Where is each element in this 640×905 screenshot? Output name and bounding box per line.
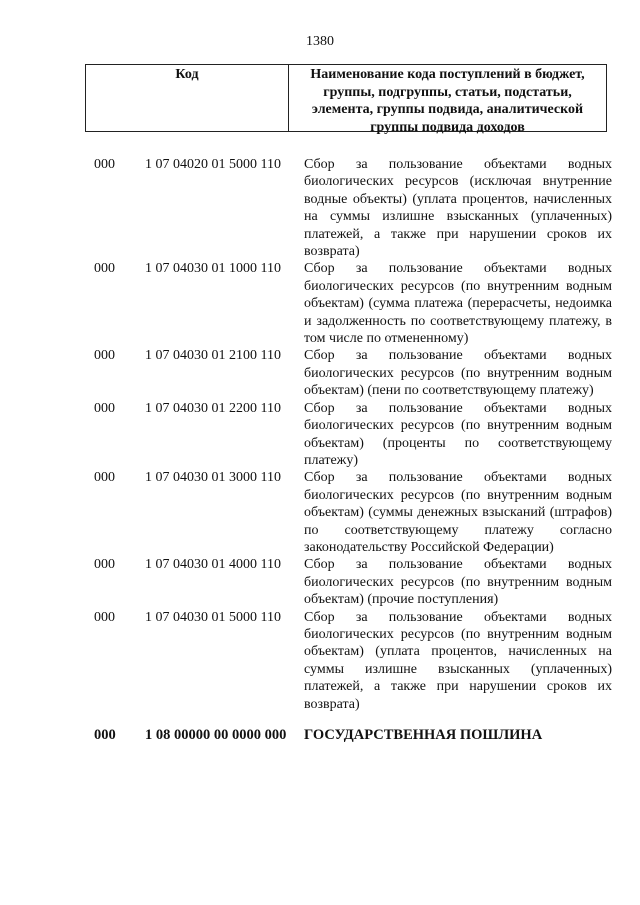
row-name: Сбор за пользование объектами водных биологических ресурсов (по внутренним водным объектам) (сумма платежа (перерасчеты, недоимка и задолженность по соответствующему платежу, в том числе по отмененному) (304, 261, 612, 347)
row-name: Сбор за пользование объектами водных биологических ресурсов (по внутренним водным объектам) (прочие поступления) (304, 557, 612, 608)
row-budget-code: 1 07 04030 01 5000 110 (145, 609, 281, 625)
table-row (0, 609, 640, 713)
table-row (0, 469, 640, 556)
row-budget-code: 1 07 04030 01 2200 110 (145, 400, 281, 416)
row-name: Сбор за пользование объектами водных биологических ресурсов (исключая внутренние водные объекты) (уплата процентов, начисленных на суммы излишне взысканных (уплаченных) платежей, а также при нарушении сроков их возврата) (304, 157, 612, 260)
row-admin-code: 000 (94, 609, 115, 625)
table-row (0, 400, 640, 470)
header-name-column: Наименование кода поступлений в бюджет, группы, подгруппы, статьи, подстатьи, элемента, группы подвида, аналитической группы подвида доходов (310, 67, 585, 135)
table-row (0, 556, 640, 608)
row-admin-code: 000 (94, 470, 115, 486)
row-budget-code: 1 07 04020 01 5000 110 (145, 157, 281, 172)
page-number: 1380 (306, 34, 334, 49)
row-admin-code: 000 (94, 557, 115, 573)
row-name: Сбор за пользование объектами водных биологических ресурсов (по внутренним водным объектам) (пени по соответствующему платежу) (304, 348, 612, 399)
row-name: ГОСУДАРСТВЕННАЯ ПОШЛИНА (304, 727, 543, 743)
row-budget-code: 1 07 04030 01 3000 110 (145, 470, 281, 486)
row-admin-code: 000 (94, 157, 115, 172)
row-name: Сбор за пользование объектами водных биологических ресурсов (по внутренним водным объектам) (уплата процентов, начисленных на суммы излишне взысканных (уплаченных) платежей, а также при нарушении сроков их возврата) (304, 609, 612, 712)
header-code-column: Код (86, 65, 289, 131)
table-body (0, 156, 640, 744)
table-row-section-heading (0, 727, 640, 744)
row-budget-code: 1 08 00000 00 0000 000 (145, 727, 287, 743)
table-row (0, 347, 640, 399)
row-budget-code: 1 07 04030 01 2100 110 (145, 348, 281, 364)
table-row (0, 156, 640, 260)
row-admin-code: 000 (94, 261, 115, 277)
table-header (85, 64, 607, 135)
table-row (0, 260, 640, 347)
row-name: Сбор за пользование объектами водных биологических ресурсов (по внутренним водным объектам) (суммы денежных взысканий (штрафов) по соответствующему платежу согласно законодательству Российской Федерации) (304, 470, 612, 555)
row-budget-code: 1 07 04030 01 1000 110 (145, 261, 281, 277)
row-admin-code: 000 (94, 400, 115, 416)
row-admin-code: 000 (94, 348, 115, 364)
row-budget-code: 1 07 04030 01 4000 110 (145, 557, 281, 573)
row-name: Сбор за пользование объектами водных биологических ресурсов (по внутренним водным объектам) (проценты по соответствующему платежу) (304, 400, 612, 468)
row-admin-code: 000 (94, 727, 116, 743)
